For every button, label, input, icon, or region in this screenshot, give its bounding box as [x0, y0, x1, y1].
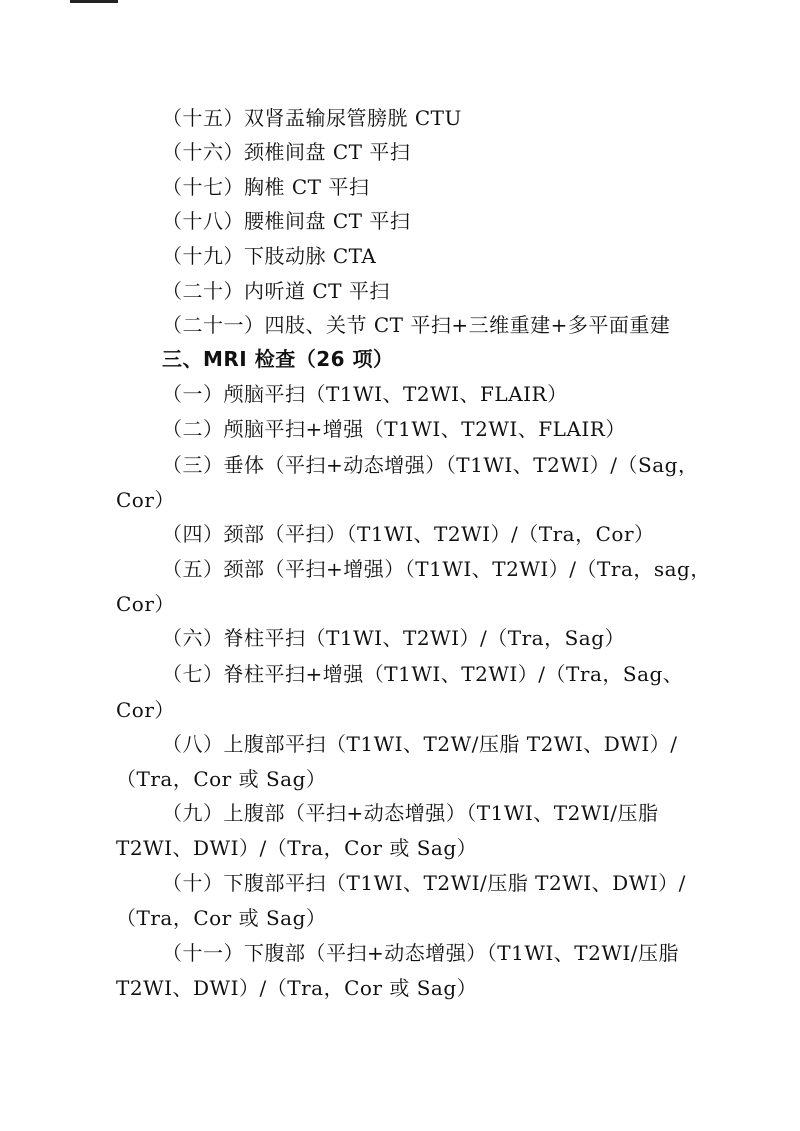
item-mri-9-cont: T2WI、DWI）/（Tra，Cor 或 Sag）: [116, 836, 478, 860]
item-ct-15: （十五）双肾盂输尿管膀胱 CTU: [162, 106, 462, 130]
item-ct-17: （十七）胸椎 CT 平扫: [162, 175, 370, 199]
item-mri-11-cont: T2WI、DWI）/（Tra，Cor 或 Sag）: [116, 976, 478, 1000]
item-mri-5: （五）颈部（平扫+增强）（T1WI、T2WI）/（Tra，sag，: [162, 557, 711, 581]
section-heading-mri: 三、MRI 检查（26 项）: [162, 347, 394, 371]
item-mri-8: （八）上腹部平扫（T1WI、T2W/压脂 T2WI、DWI）/: [162, 732, 678, 756]
item-mri-9: （九）上腹部（平扫+动态增强）（T1WI、T2WI/压脂: [162, 801, 659, 825]
item-mri-5-cont: Cor）: [116, 592, 175, 616]
item-mri-10: （十）下腹部平扫（T1WI、T2WI/压脂 T2WI、DWI）/: [162, 871, 686, 895]
item-ct-21: （二十一）四肢、关节 CT 平扫+三维重建+多平面重建: [162, 313, 671, 337]
item-mri-1: （一）颅脑平扫（T1WI、T2WI、FLAIR）: [162, 382, 568, 406]
item-mri-7: （七）脊柱平扫+增强（T1WI、T2WI）/（Tra，Sag、: [162, 662, 684, 686]
item-mri-10-cont: （Tra，Cor 或 Sag）: [116, 906, 327, 930]
item-ct-18: （十八）腰椎间盘 CT 平扫: [162, 209, 411, 233]
item-mri-8-cont: （Tra，Cor 或 Sag）: [116, 767, 327, 791]
item-mri-3-cont: Cor）: [116, 488, 175, 512]
item-mri-11: （十一）下腹部（平扫+动态增强）（T1WI、T2WI/压脂: [162, 941, 680, 965]
item-ct-19: （十九）下肢动脉 CTA: [162, 244, 377, 268]
item-ct-20: （二十）内听道 CT 平扫: [162, 279, 390, 303]
item-mri-7-cont: Cor）: [116, 698, 175, 722]
item-mri-4: （四）颈部（平扫）（T1WI、T2WI）/（Tra，Cor）: [162, 522, 655, 546]
item-ct-16: （十六）颈椎间盘 CT 平扫: [162, 140, 411, 164]
item-mri-6: （六）脊柱平扫（T1WI、T2WI）/（Tra，Sag）: [162, 626, 626, 650]
item-mri-3: （三）垂体（平扫+动态增强）（T1WI、T2WI）/（Sag，: [162, 453, 699, 477]
top-edge-mark: [70, 0, 118, 3]
item-mri-2: （二）颅脑平扫+增强（T1WI、T2WI、FLAIR）: [162, 417, 626, 441]
